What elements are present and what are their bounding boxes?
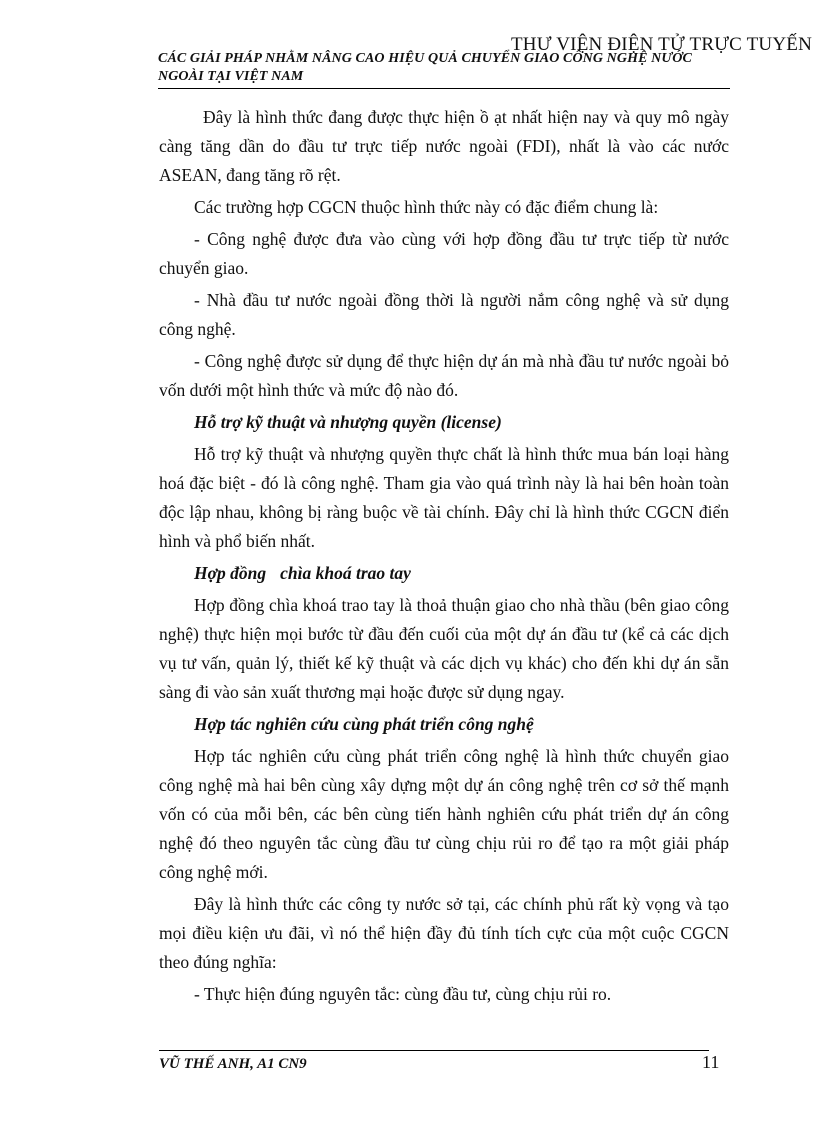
footer-divider [159,1050,709,1051]
running-header [158,50,730,89]
paragraph-turnkey: Hợp đồng chìa khoá trao tay là thoả thuận giao cho nhà thầu (bên giao công nghệ) thực hiện mọi bước từ đầu đến cuối của một dự án đầu tư (kể cả các dịch vụ tư vấn, quản lý, thiết kế kỹ thuật và các dịch vụ khác) cho đến khi dự án sẵn sàng đi vào sản xuất thương mại hoặc được sử dụng ngay. [159,595,729,702]
paragraph-license: Hỗ trợ kỹ thuật và nhượng quyền thực chất là hình thức mua bán loại hàng hoá đặc biệt - đó là công nghệ. Tham gia vào quá trình này là hai bên hoàn toàn độc lập nhau, không bị ràng buộc về tài chính. Đây chỉ là hình thức CGCN điển hình và phổ biến nhất. [159,444,729,551]
paragraph-expectations: Đây là hình thức các công ty nước sở tại, các chính phủ rất kỳ vọng và tạo mọi điều kiện ưu đãi, vì nó thể hiện đầy đủ tính tích cực của một cuộc CGCN theo đúng nghĩa: [159,894,729,972]
heading-turnkey-part-2: chìa khoá trao tay [280,563,411,583]
heading-turnkey-part-1: Hợp đồng [194,563,267,583]
bullet-technology-with-contract: - Công nghệ được đưa vào cùng với hợp đồng đầu tư trực tiếp từ nước chuyển giao. [159,229,729,278]
section-heading-joint-research: Hợp tác nghiên cứu cùng phát triển công nghệ [194,714,534,734]
paragraph-joint-research: Hợp tác nghiên cứu cùng phát triển công nghệ là hình thức chuyển giao công nghệ mà hai bên cùng xây dựng một dự án công nghệ trên cơ sở thế mạnh vốn có của mỗi bên, các bên cùng tiến hành nghiên cứu phát triển dự án công nghệ đó theo nguyên tắc cùng đầu tư cùng chịu rủi ro để tạo ra một giải pháp công nghệ mới. [159,746,729,882]
page-body [159,103,729,1012]
section-heading-license: Hỗ trợ kỹ thuật và nhượng quyền (license) [194,412,502,432]
bullet-foreign-investor: - Nhà đầu tư nước ngoài đồng thời là người nắm công nghệ và sử dụng công nghệ. [159,290,729,339]
page-number: 11 [702,1052,720,1072]
footer-author: VŨ THẾ ANH, A1 CN9 [159,1056,307,1072]
bullet-shared-risk: - Thực hiện đúng nguyên tắc: cùng đầu tư, cùng chịu rủi ro. [194,984,612,1004]
paragraph-fdi: Đây là hình thức đang được thực hiện ồ ạt nhất hiện nay và quy mô ngày càng tăng dần do đầu tư trực tiếp nước ngoài (FDI), nhất là vào các nước ASEAN, đang tăng rõ rệt. [159,107,729,185]
section-heading-turnkey [159,559,729,588]
paragraph-common-features: Các trường hợp CGCN thuộc hình thức này có đặc điểm chung là: [194,197,659,217]
watermark-text: THƯ VIỆN ĐIỆN TỬ TRỰC TUYẾN [510,34,812,55]
header-title-line-2: NGOÀI TẠI VIỆT NAM [158,69,304,84]
header-title-line-1: CÁC GIẢI PHÁP NHẰM NÂNG CAO HIỆU QUẢ CHUYỂN GIAO CÔNG NGHỆ NƯỚC [158,51,692,66]
bullet-technology-used: - Công nghệ được sử dụng để thực hiện dự án mà nhà đầu tư nước ngoài bỏ vốn dưới một hình thức và mức độ nào đó. [159,351,729,400]
